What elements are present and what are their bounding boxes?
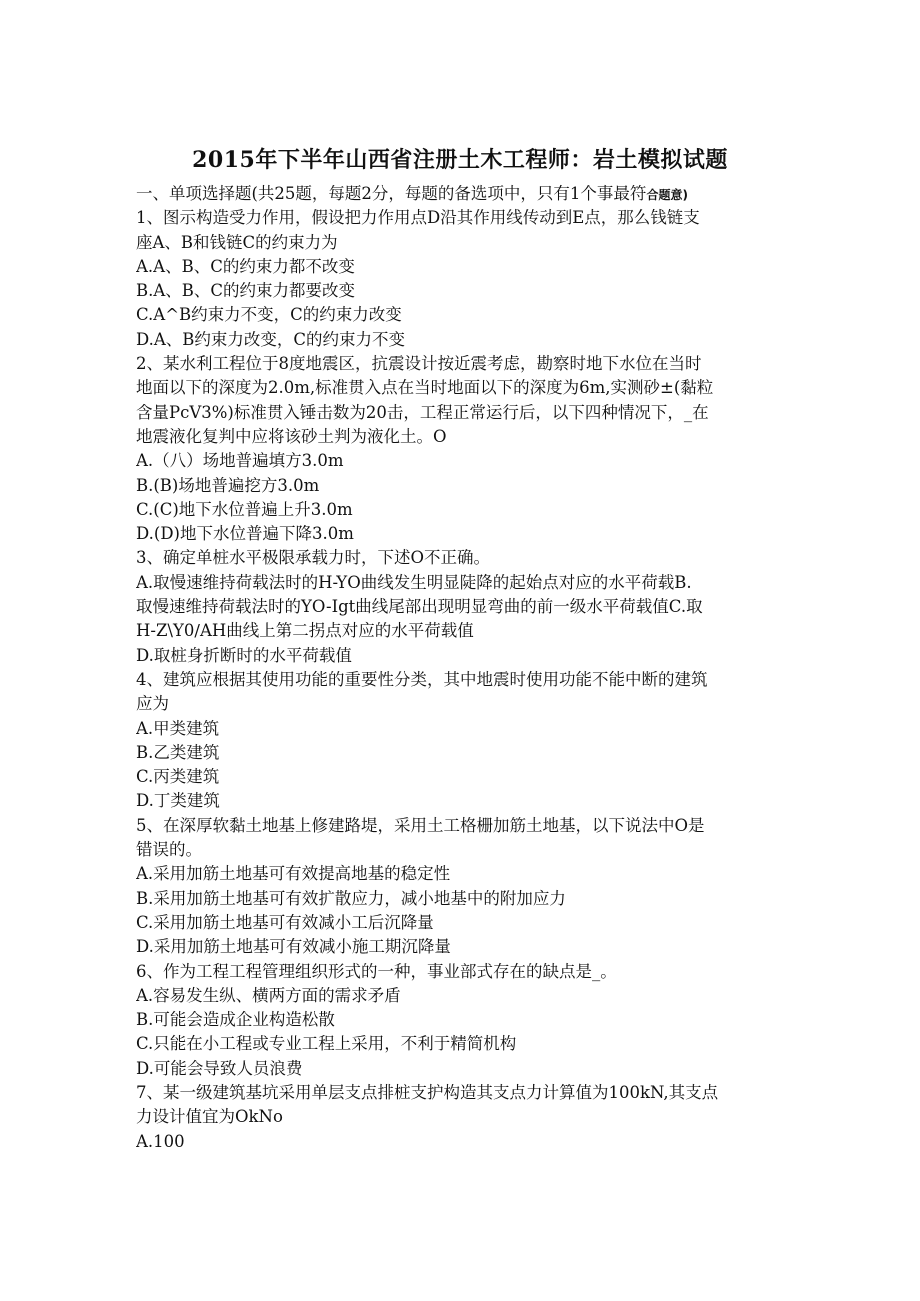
text-line: A.A、B、C的约束力都不改变 (136, 256, 355, 276)
section-heading-text: 一、单项选择题(共25题，每题2分，每题的备选项中，只有1个事最符 (136, 184, 647, 203)
text-line: 地震液化复判中应将该砂土判为液化土。O (136, 426, 447, 446)
text-line: 5、在深厚软黏土地基上修建路堤，采用土工格栅加筋土地基，以下说法中O是 (136, 815, 705, 835)
text-line: 7、某一级建筑基坑采用单层支点排桩支护构造其支点力计算值为100kN,其支点 (136, 1082, 719, 1102)
text-line: A.采用加筋土地基可有效提高地基的稳定性 (136, 864, 451, 884)
text-line: B.A、B、C的约束力都要改变 (136, 281, 356, 301)
text-line: B.(B)场地普遍挖方3.0m (136, 475, 320, 495)
document-title: 2015年下半年山西省注册土木工程师：岩土模拟试题 (192, 147, 728, 173)
text-line: D.采用加筋土地基可有效减小施工期沉降量 (136, 937, 451, 957)
text-line: D.(D)地下水位普遍下降3.0m (136, 524, 354, 544)
text-line: A.甲类建筑 (136, 718, 220, 738)
text-line: 4、建筑应根据其使用功能的重要性分类，其中地震时使用功能不能中断的建筑 (136, 669, 708, 689)
section-heading (136, 182, 788, 206)
text-line: 2、某水利工程位于8度地震区，抗震设计按近震考虑，勘察时地下水位在当时 (136, 354, 702, 374)
text-line: D.A、B约束力改变，C的约束力不变 (136, 329, 406, 349)
text-line: 座A、B和钱链C的约束力为 (136, 232, 338, 252)
text-line: A.容易发生纵、横两方面的需求矛盾 (136, 985, 401, 1005)
text-line: B.可能会造成企业构造松散 (136, 1010, 335, 1030)
text-line: D.丁类建筑 (136, 791, 220, 811)
text-line: A.100 (136, 1131, 185, 1151)
text-line: C.(C)地下水位普遍上升3.0m (136, 499, 353, 519)
text-line: A.（八）场地普遍填方3.0m (136, 451, 344, 471)
text-line: 1、图示构造受力作用，假设把力作用点D沿其作用线传动到E点，那么钱链支 (136, 208, 700, 228)
text-line: B.乙类建筑 (136, 742, 220, 762)
text-line: C.采用加筋土地基可有效减小工后沉降量 (136, 912, 434, 932)
text-line: 取慢速维持荷载法时的YO-Igt曲线尾部出现明显弯曲的前一级水平荷载值C.取 (136, 597, 703, 617)
text-line: 应为 (136, 694, 169, 714)
text-line: 地面以下的深度为2.0m,标准贯入点在当时地面以下的深度为6m,实测砂±(黏粒 (136, 378, 714, 398)
text-line: C.只能在小工程或专业工程上采用，不利于精简机构 (136, 1034, 517, 1054)
text-line: 错误的。 (136, 840, 202, 860)
text-line: 3、确定单桩水平极限承载力时，下述O不正确。 (136, 548, 491, 568)
section-heading-tail: 合题意) (646, 188, 688, 202)
text-line: D.取桩身折断时的水平荷载值 (136, 645, 352, 665)
text-line: C.A^B约束力不变，C的约束力改变 (136, 305, 402, 325)
text-line: 含量PcV3%)标准贯入锤击数为20击，工程正常运行后，以下四种情况下，_在 (136, 402, 709, 422)
text-line: B.采用加筋土地基可有效扩散应力，减小地基中的附加应力 (136, 888, 566, 908)
text-line: H-Z\Y0∕AH曲线上第二拐点对应的水平荷载值 (136, 621, 474, 641)
text-line: 力设计值宜为OkNo (136, 1107, 283, 1127)
text-line: A.取慢速维持荷载法时的H-YO曲线发生明显陡降的起始点对应的水平荷载B. (136, 572, 692, 592)
document-body (136, 182, 788, 1154)
text-line: C.丙类建筑 (136, 767, 220, 787)
text-line: D.可能会导致人员浪费 (136, 1058, 303, 1078)
text-line: 6、作为工程工程管理组织形式的一种，事业部式存在的缺点是_。 (136, 961, 617, 981)
